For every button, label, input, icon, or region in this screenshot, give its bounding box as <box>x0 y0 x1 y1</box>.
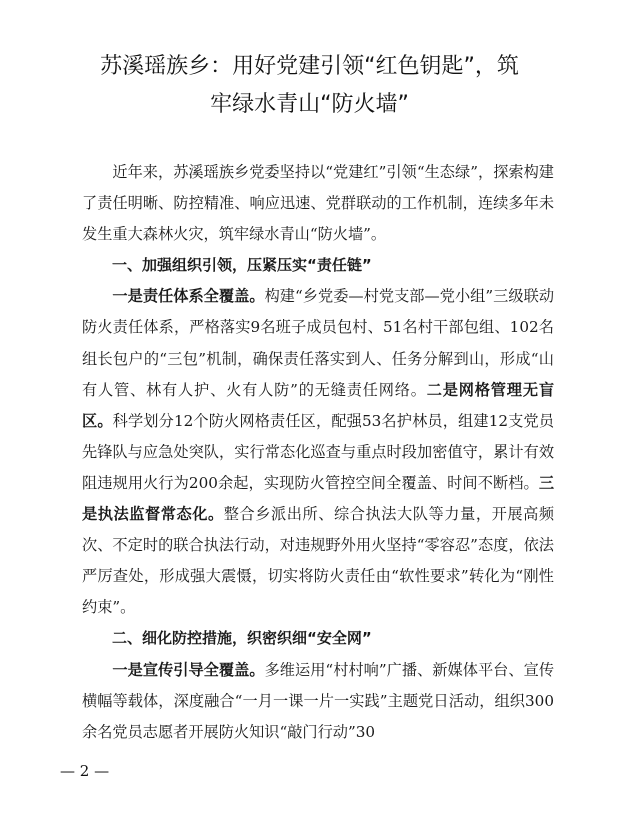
lead-responsibility-system: 一是责任体系全覆盖。 <box>112 287 265 306</box>
document-title <box>60 48 559 124</box>
lead-law-enforcement: 三是执法监督常态化。 <box>82 473 554 524</box>
text-law-enforcement: 整合乡派出所、综合执法大队等力量，开展高频次、不定时的联合执法行动，对违规野外用火坚持“零容忍”态度，依法严厉查处，形成强大震慑，切实将防火责任由“软性要求”转化为“刚性约束”。 <box>82 505 555 617</box>
title-line-2: 牢绿水青山“防火墙” <box>210 92 409 117</box>
text-grid-management: 科学划分12个防火网格责任区，配强53名护林员，组建12支党员先锋队与应急处突队，实行常态化巡查与重点时段加密值守，累计有效阻违规用火行为200余起，实现防火管控空间全覆盖、时间不断档。 <box>82 411 555 492</box>
lead-grid-management: 二是网格管理无盲区。 <box>82 380 555 430</box>
lead-publicity: 一是宣传引导全覆盖。 <box>112 660 265 679</box>
section-heading-1: 一、加强组织引领，压紧压实“责任链” <box>112 256 372 275</box>
intro-paragraph: 近年来，苏溪瑶族乡党委坚持以“党建红”引领“生态绿”，探索构建了责任明晰、防控精准、响应迅速、党群联动的工作机制，连续多年未发生重大森林火灾，筑牢绿水青山“防火墙”。 <box>82 163 554 244</box>
title-line-1: 苏溪瑶族乡：用好党建引领“红色钥匙”，筑 <box>100 54 519 79</box>
text-responsibility-system: 构建“乡党委—村党支部—党小组”三级联动防火责任体系，严格落实9名班子成员包村、51名村干部包组、102名组长包户的“三包”机制，确保责任落实到人、任务分解到山，形成“山有人管、林有人护、火有人防”的无缝责任网络。 <box>82 287 555 399</box>
document-body <box>82 157 554 748</box>
section-2-paragraph <box>82 655 554 748</box>
section-1-paragraph <box>82 281 554 623</box>
page-number: — 2 — <box>60 762 110 780</box>
section-heading-2: 二、细化防控措施，织密织细“安全网” <box>112 629 372 648</box>
text-publicity: 多维运用“村村响”广播、新媒体平台、宣传横幅等载体，深度融合“一月一课一片一实践”主题党日活动，组织300余名党员志愿者开展防火知识“敲门行动”30 <box>82 660 555 741</box>
